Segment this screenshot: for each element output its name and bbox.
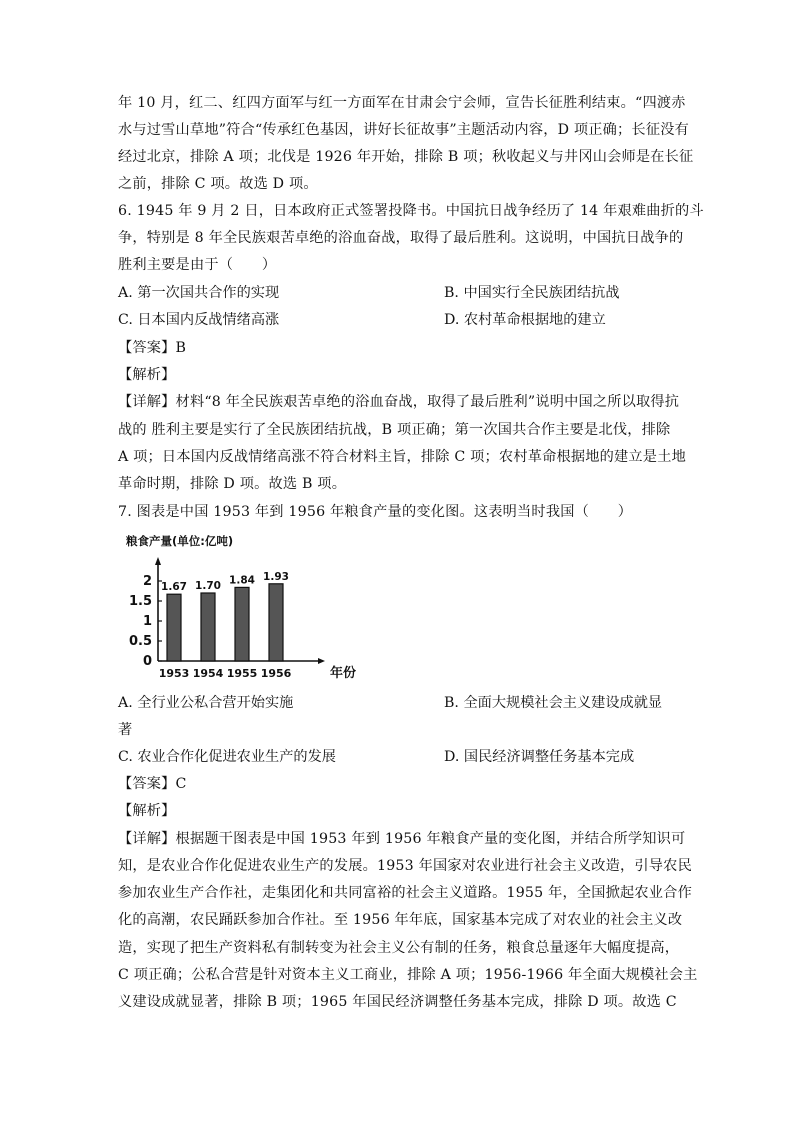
x-axis-label: 年份 [330,666,357,681]
bar [201,593,215,661]
q6-option-d: D. 农村革命根据地的建立 [444,312,606,328]
x-tick-label: 1953 [158,667,190,680]
x-axis-arrow [318,658,325,664]
prev-analysis-line-3: 经过北京，排除 A 项；北伐是 1926 年开始，排除 B 项；秋收起义与井冈山会师是在长征 [118,149,694,165]
prev-analysis-line-2: 水与过雪山草地”符合“传承红色基因，讲好长征故事”主题活动内容，D 项正确；长征没有 [118,122,689,138]
q7-detail-line-4: 化的高潮，农民踊跃参加合作社。至 1956 年年底，国家基本完成了对农业的社会主义改 [118,912,683,928]
prev-analysis-line-1: 年 10 月，红二、红四方面军与红一方面军在甘肃会宁会师，宣告长征胜利结束。“四渡赤 [118,95,686,111]
q6-option-c: C. 日本国内反战情绪高涨 [118,312,280,328]
x-tick-label: 1954 [192,667,224,680]
q7-detail-line-6: C 项正确；公私合营是针对资本主义工商业，排除 A 项；1956-1966 年全面大规模社会主 [118,967,698,983]
x-tick-label: 1955 [226,667,258,680]
q6-stem-line-3: 胜利主要是由于（ ） [118,257,277,273]
q7-detail-line-7: 义建设成就显著，排除 B 项；1965 年国民经济调整任务基本完成，排除 D 项。故选 C [118,994,677,1010]
q6-detail-line-1: 【详解】材料“8 年全民族艰苦卓绝的浴血奋战，取得了最后胜利”说明中国之所以取得抗 [118,394,680,410]
q7-option-b: B. 全面大规模社会主义建设成就显 [444,695,663,711]
q7-option-a: A. 全行业公私合营开始实施 [118,695,294,711]
grain-output-bar-chart [118,533,358,685]
bar-value-label: 1.67 [161,581,187,594]
bar-value-label: 1.70 [195,580,221,592]
bar [167,594,181,661]
q6-stem-line-1: 6. 1945 年 9 月 2 日，日本政府正式签署投降书。中国抗日战争经历了 14 年艰难曲折的斗 [118,203,704,219]
bar [269,584,283,661]
q7-option-c: C. 农业合作化促进农业生产的发展 [118,749,336,765]
chart-title: 粮食产量(单位:亿吨) [126,534,234,548]
q7-analysis-label: 【解析】 [118,803,176,819]
bar-value-label: 1.93 [263,570,289,583]
q7-detail-line-2: 知，是农业合作化促进农业生产的发展。1953 年国家对农业进行社会主义改造，引导农民 [118,858,692,874]
bar-value-label: 1.84 [229,574,255,587]
q6-analysis-label: 【解析】 [118,367,176,383]
q6-detail-line-3: A 项；日本国内反战情绪高涨不符合材料主旨，排除 C 项；农村革命根据地的建立是土地 [118,449,686,465]
q7-option-d: D. 国民经济调整任务基本完成 [444,749,635,765]
y-tick-label: 2 [142,574,152,589]
q7-stem: 7. 图表是中国 1953 年到 1956 年粮食产量的变化图。这表明当时我国（ ） [118,504,633,520]
q6-option-b: B. 中国实行全民族团结抗战 [444,285,620,301]
q7-detail-line-5: 造，实现了把生产资料私有制转变为社会主义公有制的任务，粮食总量逐年大幅度提高， [118,940,680,956]
q7-detail-line-1: 【详解】根据题干图表是中国 1953 年到 1956 年粮食产量的变化图，并结合所学知识可 [118,831,686,847]
y-tick-label: 1.5 [128,594,152,609]
y-axis-arrow [155,557,161,565]
y-tick-label: 0 [142,654,152,669]
q6-detail-line-2: 战的 胜利主要是实行了全民族团结抗战，B 项正确；第一次国共合作主要是北伐，排除 [118,422,671,438]
q6-stem-line-2: 争，特别是 8 年全民族艰苦卓绝的浴血奋战，取得了最后胜利。这说明，中国抗日战争的 [118,230,684,246]
q7-option-b-continued: 著 [118,722,133,738]
x-tick-label: 1956 [260,667,292,680]
q6-answer: 【答案】B [118,340,187,356]
q6-detail-line-4: 革命时期，排除 D 项。故选 B 项。 [118,476,347,492]
prev-analysis-line-4: 之前，排除 C 项。故选 D 项。 [118,176,318,192]
q7-answer: 【答案】C [118,776,187,792]
q6-option-a: A. 第一次国共合作的实现 [118,285,280,301]
bar [235,587,249,661]
y-tick-label: 0.5 [128,634,152,649]
q7-detail-line-3: 参加农业生产合作社，走集团化和共同富裕的社会主义道路。1955 年，全国掀起农业合作 [118,885,692,901]
y-tick-label: 1 [142,614,152,629]
